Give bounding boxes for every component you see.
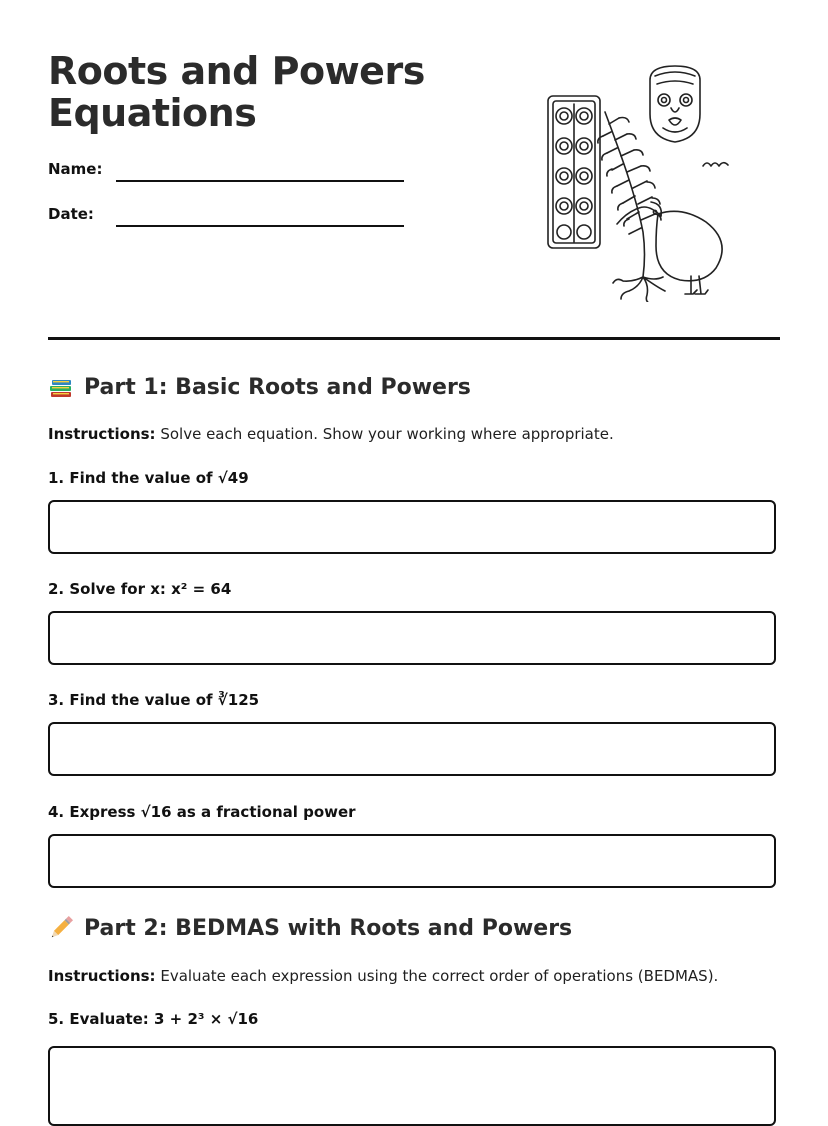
- question-3: 3. Find the value of ∛125: [48, 691, 260, 709]
- part-2-instructions: [48, 967, 718, 985]
- part-1-instructions: [48, 425, 614, 443]
- part-1-heading-text: Part 1: Basic Roots and Powers: [84, 374, 471, 400]
- title-line-1: Roots and Powers: [48, 49, 425, 93]
- worksheet-page: [48, 0, 780, 1118]
- part-1-instructions-label: Instructions:: [48, 425, 156, 443]
- part-2-instructions-text: Evaluate each expression using the correct order of operations (BEDMAS).: [160, 967, 719, 985]
- header-divider: [48, 337, 780, 340]
- part-2-instructions-label: Instructions:: [48, 967, 156, 985]
- part-1-heading: [48, 374, 471, 400]
- date-label: Date:: [48, 205, 94, 223]
- answer-box-4[interactable]: [48, 834, 776, 888]
- question-1: 1. Find the value of √49: [48, 469, 249, 487]
- question-5: 5. Evaluate: 3 + 2³ × √16: [48, 1010, 259, 1028]
- name-label: Name:: [48, 160, 103, 178]
- answer-box-2[interactable]: [48, 611, 776, 665]
- question-2: 2. Solve for x: x² = 64: [48, 580, 232, 598]
- pencil-icon: [48, 915, 74, 941]
- date-field[interactable]: [116, 225, 404, 227]
- question-4: 4. Express √16 as a fractional power: [48, 803, 356, 821]
- answer-box-3[interactable]: [48, 722, 776, 776]
- part-2-heading-text: Part 2: BEDMAS with Roots and Powers: [84, 915, 573, 941]
- answer-box-5[interactable]: [48, 1046, 776, 1126]
- page-title: [48, 50, 468, 134]
- title-line-2: Equations: [48, 91, 257, 135]
- answer-box-1[interactable]: [48, 500, 776, 554]
- part-1-instructions-text: Solve each equation. Show your working where appropriate.: [160, 425, 614, 443]
- maori-illustration-icon: [545, 62, 755, 302]
- name-field[interactable]: [116, 180, 404, 182]
- part-2-heading: [48, 915, 572, 941]
- books-icon: [48, 374, 74, 400]
